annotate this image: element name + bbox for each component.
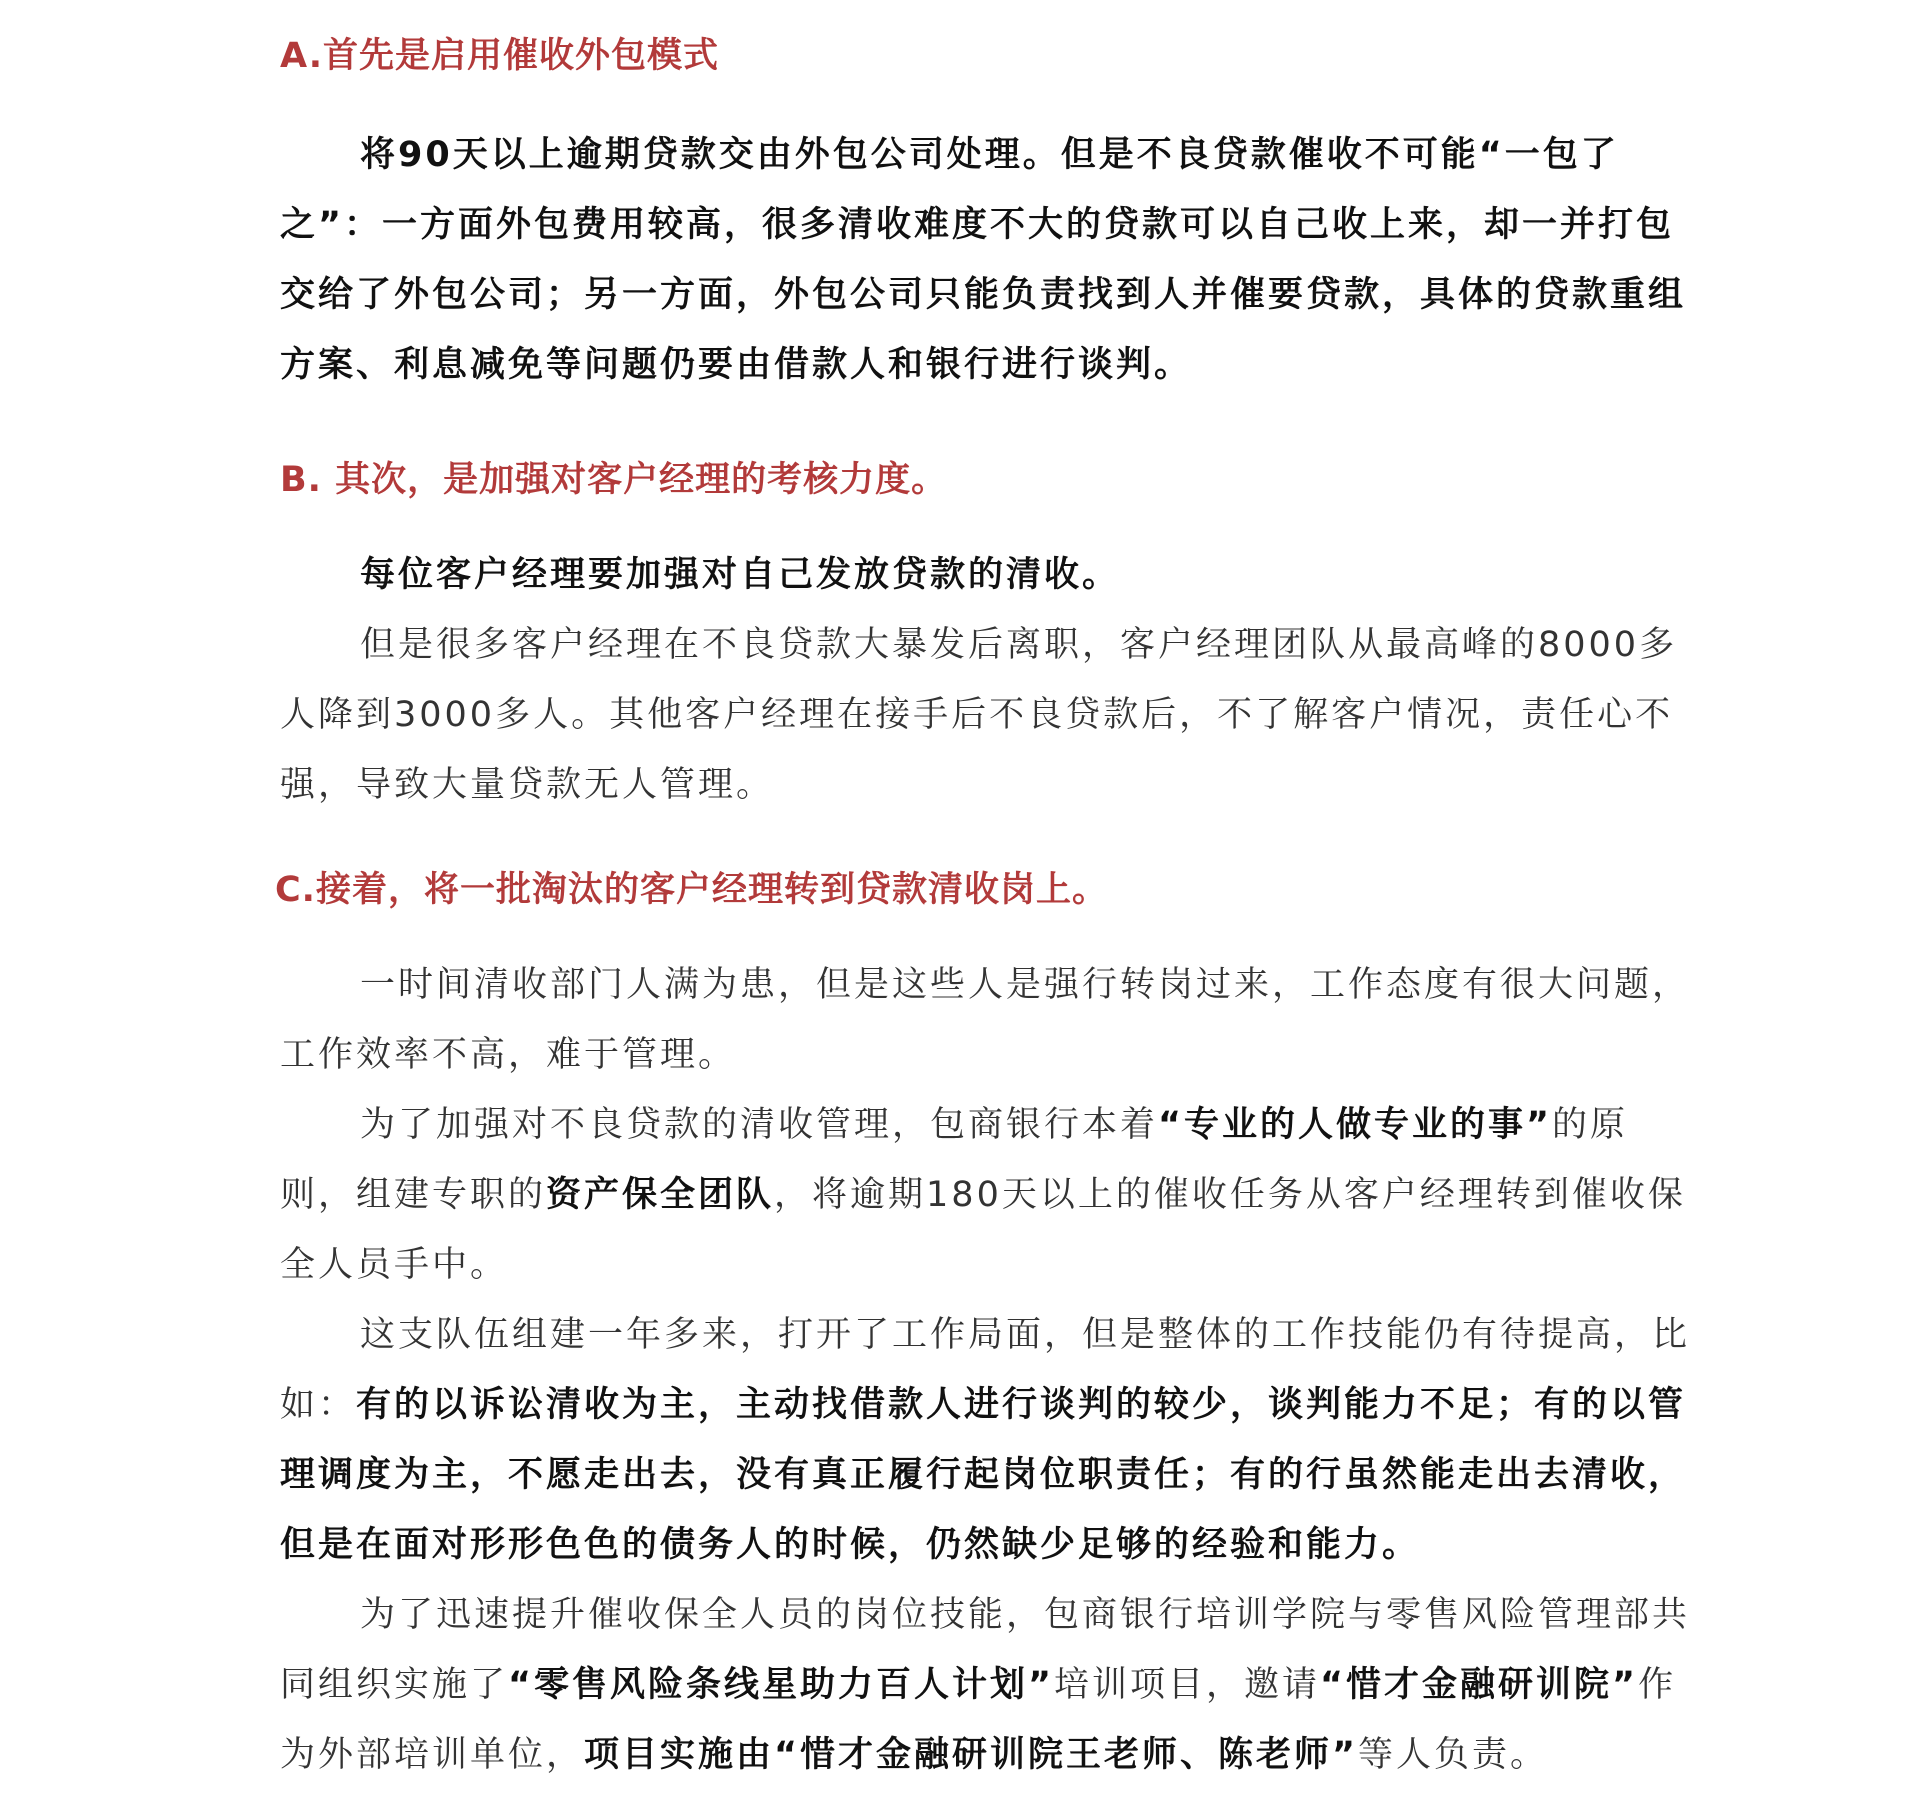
section-b-paragraph-1-text: 每位客户经理要加强对自己发放贷款的清收。 (360, 555, 1121, 595)
paragraph-emphasis: “专业的人做专业的事” (1158, 1105, 1553, 1145)
section-a-paragraph-text: 将90天以上逾期贷款交由外包公司处理。但是不良贷款催收不可能“一包了之”：一方面外包费用较高，很多清收难度不大的贷款可以自己收上来，却一并打包交给了外包公司；另一方面，外包公司只能负责找到人并催要贷款，具体的贷款重组方案、利息减免等问题仍要由借款人和银行进行谈判。 (280, 135, 1687, 385)
section-c-paragraph-2 (280, 1090, 1700, 1300)
section-c-paragraph-1 (280, 950, 1700, 1090)
paragraph-text: 培训项目，邀请 (1054, 1665, 1321, 1705)
section-b-paragraph-1 (280, 540, 1120, 610)
paragraph-text: 为了迅速提升催收保全人员的岗位技能，包商银行培训学院与零售风险管理部共同组织实施了 (280, 1595, 1691, 1705)
paragraph-emphasis: 资产保全团队 (546, 1175, 775, 1215)
section-c-paragraph-1-text: 一时间清收部门人满为患，但是这些人是强行转岗过来，工作态度有很大问题，工作效率不高，难于管理。 (280, 965, 1691, 1075)
paragraph-text: 等人负责。 (1358, 1735, 1549, 1775)
paragraph-emphasis: “惜才金融研训院” (1320, 1665, 1639, 1705)
paragraph-text: ，将逾期180天以上的催收任务从客户经理转到催收保全人员手中。 (280, 1175, 1686, 1285)
section-a-paragraph (280, 120, 1700, 400)
paragraph-emphasis: “零售风险条线星助力百人计划” (508, 1665, 1055, 1705)
paragraph-emphasis: 有的以诉讼清收为主，主动找借款人进行谈判的较少，谈判能力不足；有的以管理调度为主，不愿走出去，没有真正履行起岗位职责任；有的行虽然能走出去清收，但是在面对形形色色的债务人的时候，仍然缺少足够的经验和能力。 (280, 1385, 1687, 1565)
section-a-heading: A.首先是启用催收外包模式 (280, 36, 720, 76)
paragraph-text: 为了加强对不良贷款的清收管理，包商银行本着 (360, 1105, 1159, 1145)
paragraph-text: 作为外部培训单位， (280, 1665, 1677, 1775)
paragraph-text: 的原则，组建专职的 (280, 1105, 1629, 1215)
section-b-paragraph-2 (280, 610, 1700, 820)
section-c-paragraph-3 (280, 1300, 1700, 1580)
section-b-heading: B. 其次，是加强对客户经理的考核力度。 (280, 460, 948, 500)
paragraph-emphasis: 项目实施由“惜才金融研训院王老师、陈老师” (584, 1735, 1359, 1775)
section-c-paragraph-4 (280, 1580, 1700, 1790)
section-b-paragraph-2-text: 但是很多客户经理在不良贷款大暴发后离职，客户经理团队从最高峰的8000多人降到3000多人。其他客户经理在接手后不良贷款后，不了解客户情况，责任心不强，导致大量贷款无人管理。 (280, 625, 1678, 805)
section-c-heading: C.接着，将一批淘汰的客户经理转到贷款清收岗上。 (275, 870, 1108, 910)
paragraph-text: 这支队伍组建一年多来，打开了工作局面，但是整体的工作技能仍有待提高，比如： (280, 1315, 1691, 1425)
